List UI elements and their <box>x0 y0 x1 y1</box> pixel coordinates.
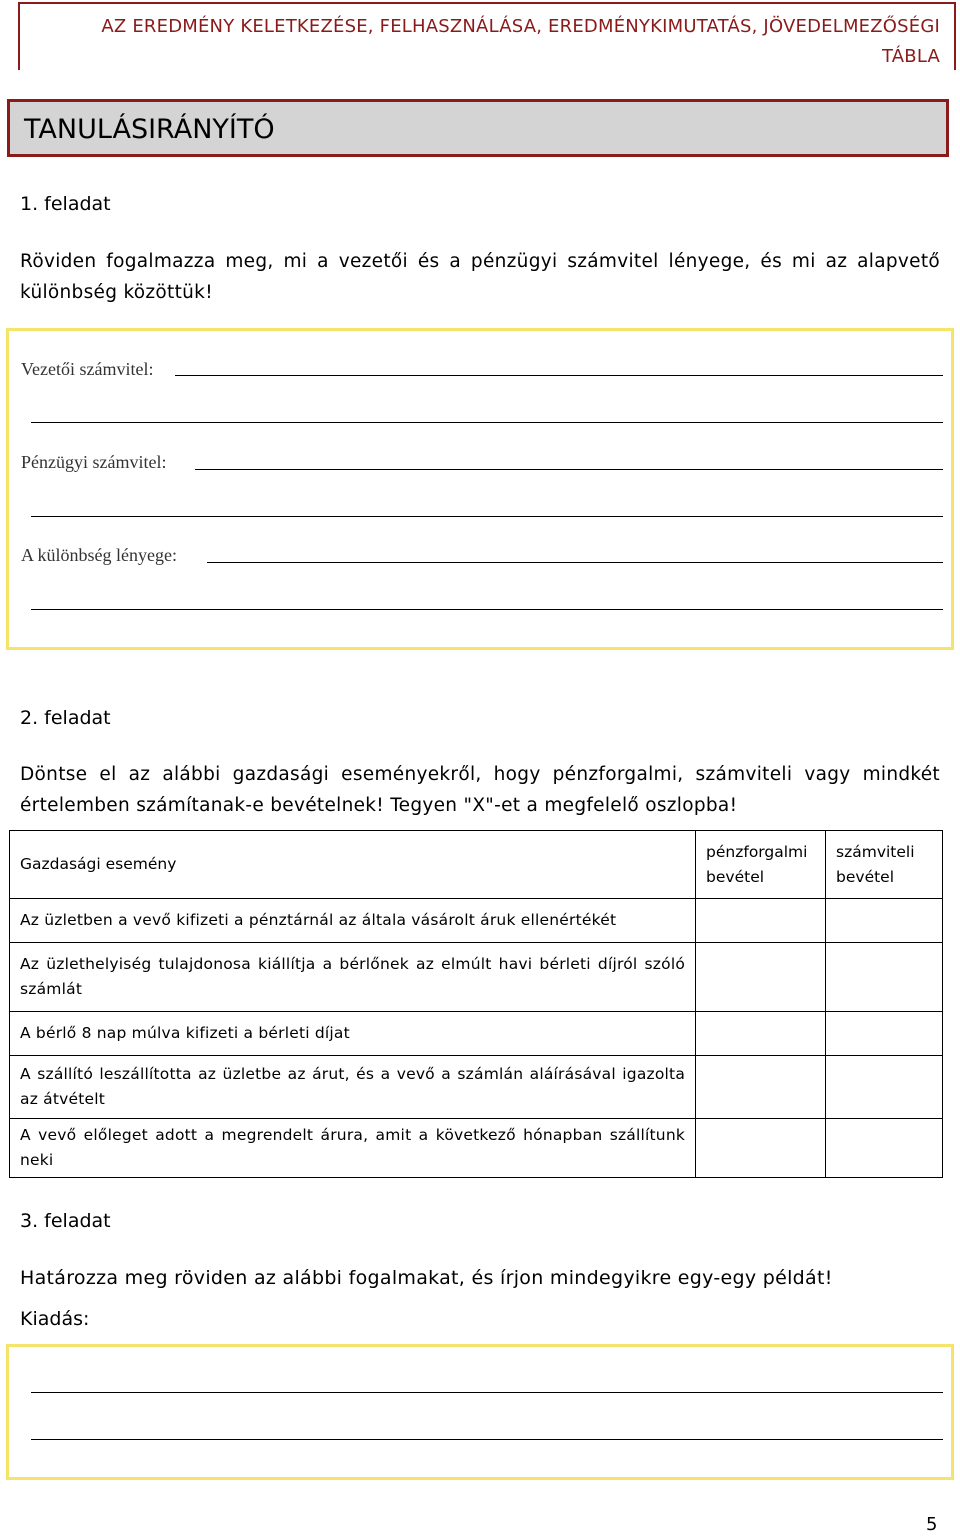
cash-revenue-cell[interactable] <box>696 943 826 1012</box>
task3-instruction: Határozza meg röviden az alábbi fogalmakat, és írjon mindegyikre egy-egy példát! <box>20 1267 833 1289</box>
running-header <box>40 12 940 72</box>
managerial-answer-line-2[interactable] <box>31 422 943 423</box>
managerial-answer-line[interactable] <box>175 375 943 376</box>
table-row <box>10 943 943 1012</box>
cash-revenue-cell[interactable] <box>696 1119 826 1178</box>
difference-answer-line-2[interactable] <box>31 609 943 610</box>
difference-label: A különbség lényege: <box>21 545 177 565</box>
page-number: 5 <box>926 1514 938 1535</box>
term-label: Kiadás: <box>20 1308 90 1330</box>
section-title-box <box>7 99 949 157</box>
table-row <box>10 899 943 943</box>
events-table <box>9 830 943 1178</box>
event-cell: A vevő előleget adott a megrendelt árura, amit a következő hónapban szállítunk neki <box>10 1119 696 1178</box>
table-row <box>10 1056 943 1119</box>
header-cash-revenue: pénzforgalmi bevétel <box>696 831 826 899</box>
event-cell: Az üzletben a vevő kifizeti a pénztárnál az általa vásárolt áruk ellenértékét <box>10 899 696 943</box>
event-cell: A szállító leszállította az üzletbe az árut, és a vevő a számlán aláírásával igazolta az átvételt <box>10 1056 696 1119</box>
task1-answer-box <box>6 328 954 650</box>
financial-answer-line[interactable] <box>195 469 943 470</box>
table-header-row <box>10 831 943 899</box>
term-answer-line-2[interactable] <box>31 1439 943 1440</box>
cash-revenue-cell[interactable] <box>696 1012 826 1056</box>
section-title: TANULÁSIRÁNYÍTÓ <box>24 114 275 145</box>
accounting-revenue-cell[interactable] <box>826 1012 943 1056</box>
table-row <box>10 1012 943 1056</box>
event-cell: Az üzlethelyiség tulajdonosa kiállítja a bérlőnek az elmúlt havi bérleti díjról szóló számlát <box>10 943 696 1012</box>
accounting-revenue-cell[interactable] <box>826 1056 943 1119</box>
task3-heading: 3. feladat <box>20 1210 111 1232</box>
financial-label: Pénzügyi számvitel: <box>21 452 167 472</box>
task2-heading: 2. feladat <box>20 707 111 729</box>
cash-revenue-cell[interactable] <box>696 1056 826 1119</box>
event-cell: A bérlő 8 nap múlva kifizeti a bérleti díjat <box>10 1012 696 1056</box>
accounting-revenue-cell[interactable] <box>826 1119 943 1178</box>
task3-answer-box <box>6 1344 954 1480</box>
table-row <box>10 1119 943 1178</box>
accounting-revenue-cell[interactable] <box>826 943 943 1012</box>
header-event: Gazdasági esemény <box>10 831 696 899</box>
term-answer-line[interactable] <box>31 1392 943 1393</box>
task1-instruction: Röviden fogalmazza meg, mi a vezetői és a pénzügyi számvitel lényege, és mi az alapvető különbség közöttük! <box>20 251 940 303</box>
header-accounting-revenue: számviteli bevétel <box>826 831 943 899</box>
financial-answer-line-2[interactable] <box>31 516 943 517</box>
managerial-label: Vezetői számvitel: <box>21 359 154 379</box>
running-header-line2: TÁBLA <box>881 46 940 67</box>
accounting-revenue-cell[interactable] <box>826 899 943 943</box>
difference-answer-line[interactable] <box>207 562 943 563</box>
running-header-line1: AZ EREDMÉNY KELETKEZÉSE, FELHASZNÁLÁSA, EREDMÉNYKIMUTATÁS, JÖVEDELMEZŐSÉGI <box>101 16 940 37</box>
task2-instruction: Döntse el az alábbi gazdasági eseményekről, hogy pénzforgalmi, számviteli vagy mindkét értelemben számítanak-e bevételnek! Tegyen "X"-et a megfelelő oszlopba! <box>20 764 940 816</box>
task1-heading: 1. feladat <box>20 193 111 215</box>
cash-revenue-cell[interactable] <box>696 899 826 943</box>
